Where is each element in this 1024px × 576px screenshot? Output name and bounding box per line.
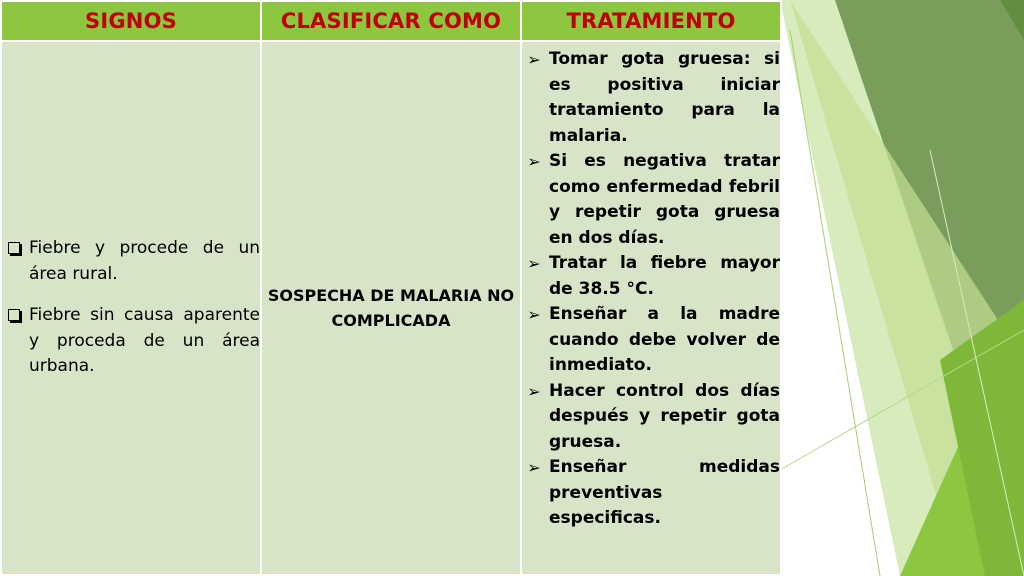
- tratamiento-text: Tomar gota gruesa: si es positiva iniciar tratamiento para la malaria.: [549, 49, 780, 146]
- arrow-bullet-icon: ➢: [527, 305, 541, 324]
- tratamiento-text: Si es negativa tratar como enfermedad febril y repetir gota gruesa en dos días.: [549, 151, 780, 248]
- signos-list: [2, 236, 260, 380]
- header-tratamiento: TRATAMIENTO: [521, 1, 781, 41]
- list-item: [2, 236, 260, 287]
- list-item: [522, 302, 780, 379]
- arrow-bullet-icon: ➢: [527, 50, 541, 69]
- clasificacion-cell: SOSPECHA DE MALARIA NO COMPLICADA: [261, 41, 521, 575]
- arrow-bullet-icon: ➢: [527, 152, 541, 171]
- tratamiento-text: Tratar la fiebre mayor de 38.5 °C.: [549, 253, 780, 299]
- arrow-bullet-icon: ➢: [527, 254, 541, 273]
- header-signos: SIGNOS: [1, 1, 261, 41]
- list-item: [522, 47, 780, 149]
- list-item: [522, 251, 780, 302]
- signo-text: Fiebre y procede de un área rural.: [29, 238, 260, 284]
- checkbox-bullet-icon: [3, 236, 25, 261]
- tratamiento-cell: [521, 41, 781, 575]
- arrow-bullet-icon: ➢: [527, 458, 541, 477]
- table-row: [1, 41, 781, 575]
- tratamiento-text: Enseñar medidas preventivas especificas.: [549, 457, 780, 528]
- list-item: [522, 455, 780, 532]
- header-clasificar: CLASIFICAR COMO: [261, 1, 521, 41]
- tratamiento-list: [522, 42, 780, 532]
- signos-cell: [1, 41, 261, 575]
- checkbox-bullet-icon: [3, 303, 25, 328]
- list-item: [522, 149, 780, 251]
- arrow-bullet-icon: ➢: [527, 381, 541, 401]
- tratamiento-text: Hacer control dos días después y repetir gota gruesa.: [549, 380, 780, 452]
- list-item: [522, 379, 780, 456]
- tratamiento-text: Enseñar a la madre cuando debe volver de inmediato.: [549, 304, 780, 375]
- table-header-row: [1, 1, 781, 41]
- list-item: [2, 303, 260, 380]
- signo-text: Fiebre sin causa aparente y proceda de un área urbana.: [29, 305, 260, 377]
